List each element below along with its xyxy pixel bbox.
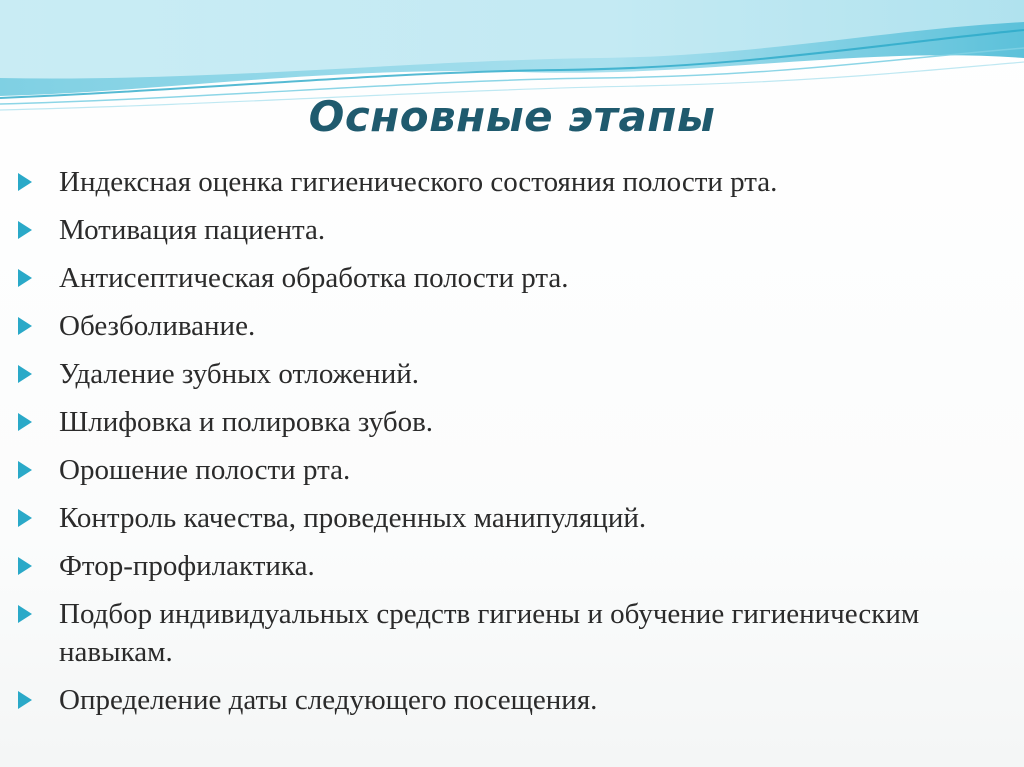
bullet-text: Определение даты следующего посещения. <box>59 684 598 716</box>
bullet-text: Удаление зубных отложений. <box>59 358 419 390</box>
triangle-right-icon <box>18 557 32 575</box>
list-item <box>18 403 998 441</box>
bullet-text: Шлифовка и полировка зубов. <box>59 406 434 438</box>
bullet-text: Орошение полости рта. <box>59 454 351 486</box>
list-item <box>18 547 998 585</box>
triangle-right-icon <box>18 691 32 709</box>
list-item <box>18 681 998 719</box>
bullet-text: Фтор-профилактика. <box>59 550 315 582</box>
triangle-right-icon <box>18 605 32 623</box>
bullet-text: Мотивация пациента. <box>59 214 326 246</box>
bullet-text: Контроль качества, проведенных манипуляций. <box>59 502 647 534</box>
triangle-right-icon <box>18 269 32 287</box>
triangle-right-icon <box>18 461 32 479</box>
list-item <box>18 259 998 297</box>
list-item <box>18 499 998 537</box>
triangle-right-icon <box>18 221 32 239</box>
list-item <box>18 211 998 249</box>
list-item <box>18 163 998 201</box>
list-item <box>18 307 998 345</box>
list-item <box>18 355 998 393</box>
triangle-right-icon <box>18 317 32 335</box>
bullet-text: Обезболивание. <box>59 310 256 342</box>
triangle-right-icon <box>18 413 32 431</box>
bullet-text: Антисептическая обработка полости рта. <box>59 262 569 294</box>
slide-title: Основные этапы <box>308 92 716 141</box>
triangle-right-icon <box>18 365 32 383</box>
list-item <box>18 451 998 489</box>
triangle-right-icon <box>18 173 32 191</box>
triangle-right-icon <box>18 509 32 527</box>
list-item <box>18 595 998 671</box>
bullet-list <box>18 163 998 729</box>
bullet-text: Индексная оценка гигиенического состояния полости рта. <box>59 166 778 198</box>
bullet-text: Подбор индивидуальных средств гигиены и обучение гигиеническим навыкам. <box>59 598 920 668</box>
